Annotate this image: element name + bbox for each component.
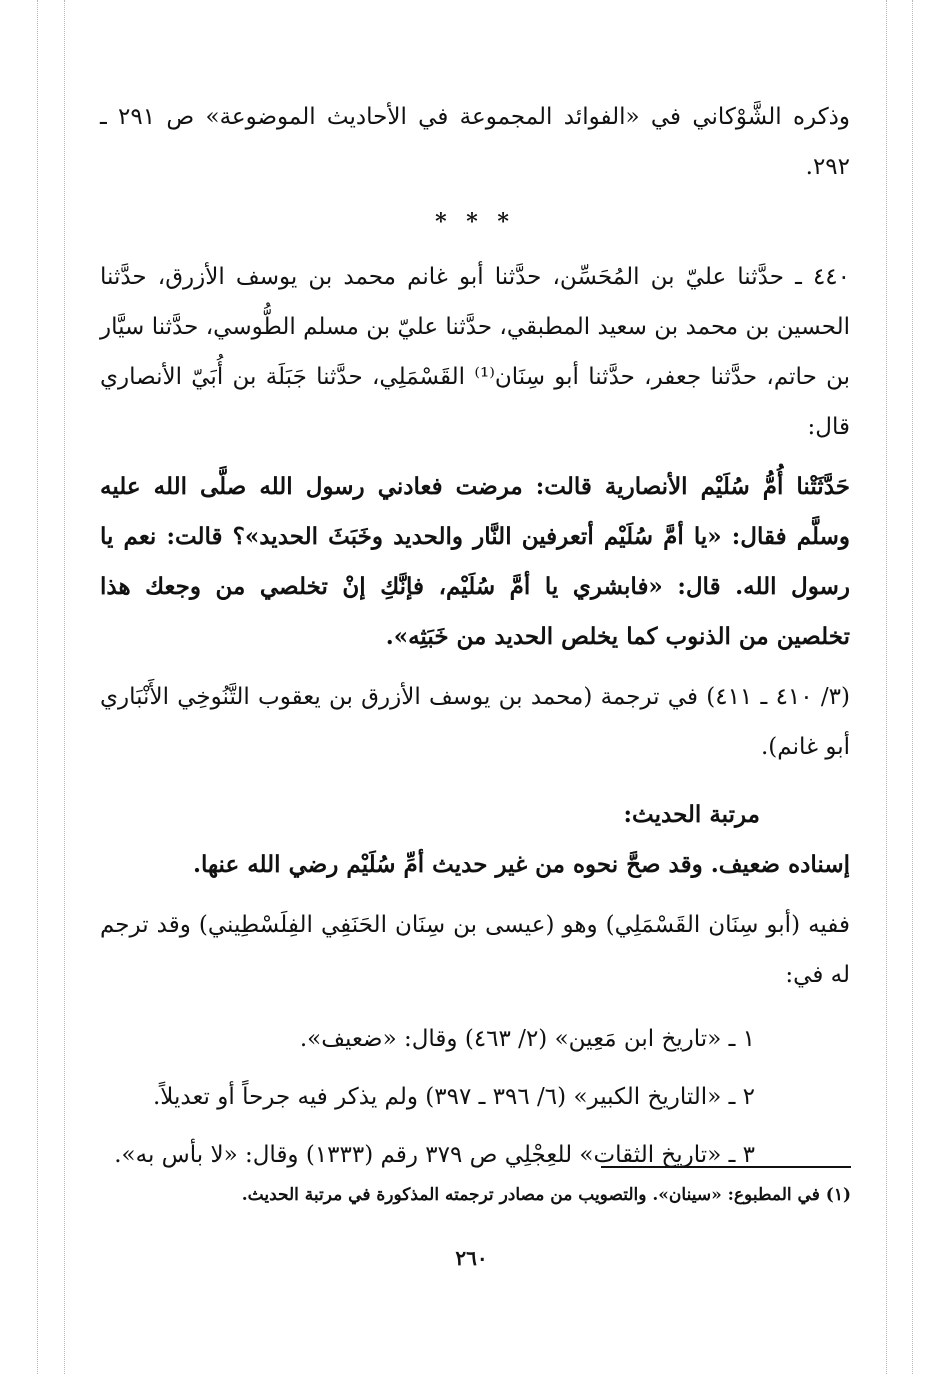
footnote-separator [601, 1166, 851, 1168]
reference-list-item: ١ ـ «تاريخ ابن مَعِين» (٢/ ٤٦٣) وقال: «ضعيف». [299, 1026, 755, 1052]
scan-guide-line [37, 0, 38, 1374]
grading-statement: إسناده ضعيف. وقد صحَّ نحوه من غير حديث أمِّ سُلَيْم رضي الله عنها. [192, 851, 850, 878]
hadith-isnad: ٤٤٠ ـ حدَّثنا عليّ بن المُحَسِّن، حدَّثنا أبو غانم محمد بن يوسف الأزرق، حدَّثنا الحسين بن محمد بن سعيد المطبقي، حدَّثنا عليّ بن مسلم الطُّوسي، حدَّثنا سيَّار بن حاتم، حدَّثنا جعفر، حدَّثنا أبو سِنَان⁽¹⁾ القَسْمَلِي، حدَّثنا جَبَلَة بن أُبَيّ الأنصاري قال: [100, 264, 850, 440]
source-citation: (٣/ ٤١٠ ـ ٤١١) في ترجمة (محمد بن يوسف الأزرق بن يعقوب التَّنُوخِي الأَنْبَاري أبو غانم). [100, 684, 850, 760]
reference-list-item: ٢ ـ «التاريخ الكبير» (٦/ ٣٩٦ ـ ٣٩٧) ولم يذكر فيه جرحاً أو تعديلاً. [152, 1084, 755, 1110]
footnote: (١) في المطبوع: «سينان». والتصويب من مصادر ترجمته المذكورة في مرتبة الحديث. [241, 1185, 851, 1205]
section-heading: مرتبة الحديث: [623, 801, 760, 828]
page-body [100, 92, 850, 1184]
scan-guide-line [886, 0, 887, 1374]
scan-guide-line [912, 0, 913, 1374]
page-number: ٢٦٠ [455, 1246, 488, 1270]
narrator-note: ففيه (أبو سِنَان القَسْمَلِي) وهو (عيسى بن سِنَان الحَنَفِي الفِلَسْطِيني) وقد ترجم له في: [100, 912, 850, 988]
hadith-matn: حَدَّثَتْنا أُمُّ سُلَيْم الأنصارية قالت: مرضت فعادني رسول الله صلَّى الله عليه وسلَّم فقال: «يا أمَّ سُلَيْم أتعرفين النَّار والحديد وخَبَثَ الحديد»؟ قالت: نعم يا رسول الله. قال: «فابشري يا أمَّ سُلَيْم، فإنَّكِ إنْ تخلصي من وجعك هذا تخلصين من الذنوب كما يخلص الحديد من خَبَثِه». [100, 473, 850, 650]
section-separator: * * * [435, 209, 515, 235]
reference-list-item: ٣ ـ «تاريخ الثقات» للعِجْلِي ص ٣٧٩ رقم (١٣٣٣) وقال: «لا بأس به». [114, 1142, 755, 1168]
scan-guide-line [64, 0, 65, 1374]
reference-paragraph: وذكره الشَّوْكاني في «الفوائد المجموعة في الأحاديث الموضوعة» ص ٢٩١ ـ ٢٩٢. [100, 104, 850, 180]
